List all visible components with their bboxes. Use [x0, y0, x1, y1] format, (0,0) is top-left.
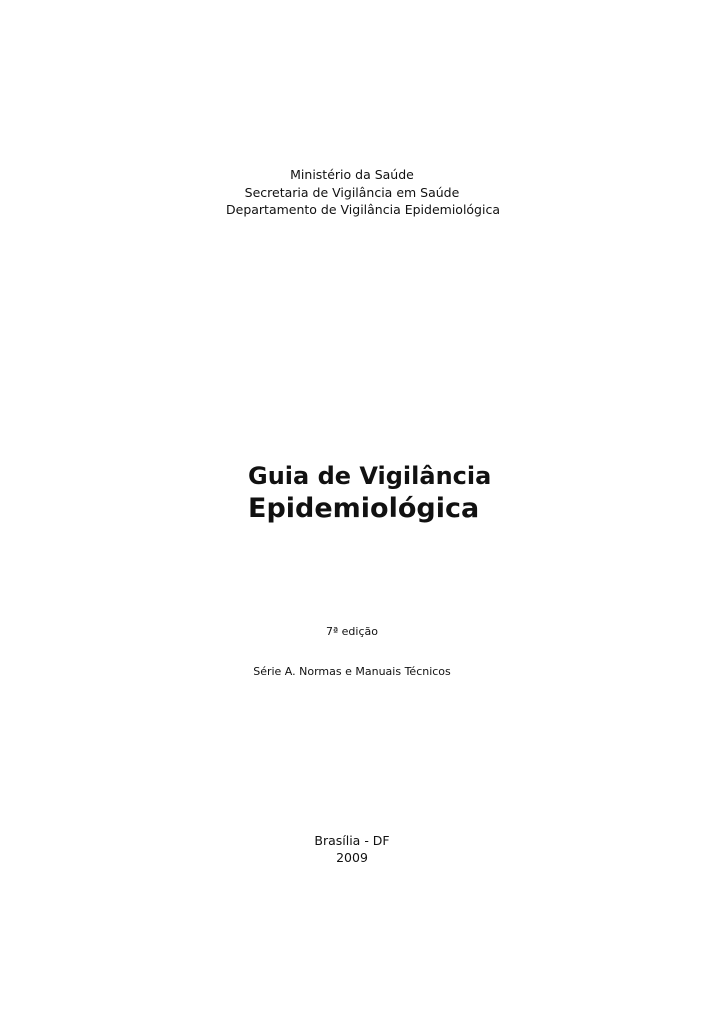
edition-label: 7ª edição	[325, 625, 378, 638]
ministry-name: Ministério da Saúde	[290, 167, 414, 182]
secretariat-name: Secretaria de Vigilância em Saúde	[244, 184, 460, 200]
title-line-2: Epidemiológica	[248, 493, 480, 524]
title-line-1: Guia de Vigilância	[248, 462, 492, 490]
publication-year: 2009	[336, 850, 368, 865]
document-title	[248, 460, 491, 526]
institution-header	[226, 166, 500, 219]
department-name: Departamento de Vigilância Epidemiológica	[226, 202, 500, 217]
series-label: Série A. Normas e Manuais Técnicos	[253, 665, 451, 678]
publication-footer	[290, 832, 414, 866]
publication-place: Brasília - DF	[314, 833, 390, 848]
